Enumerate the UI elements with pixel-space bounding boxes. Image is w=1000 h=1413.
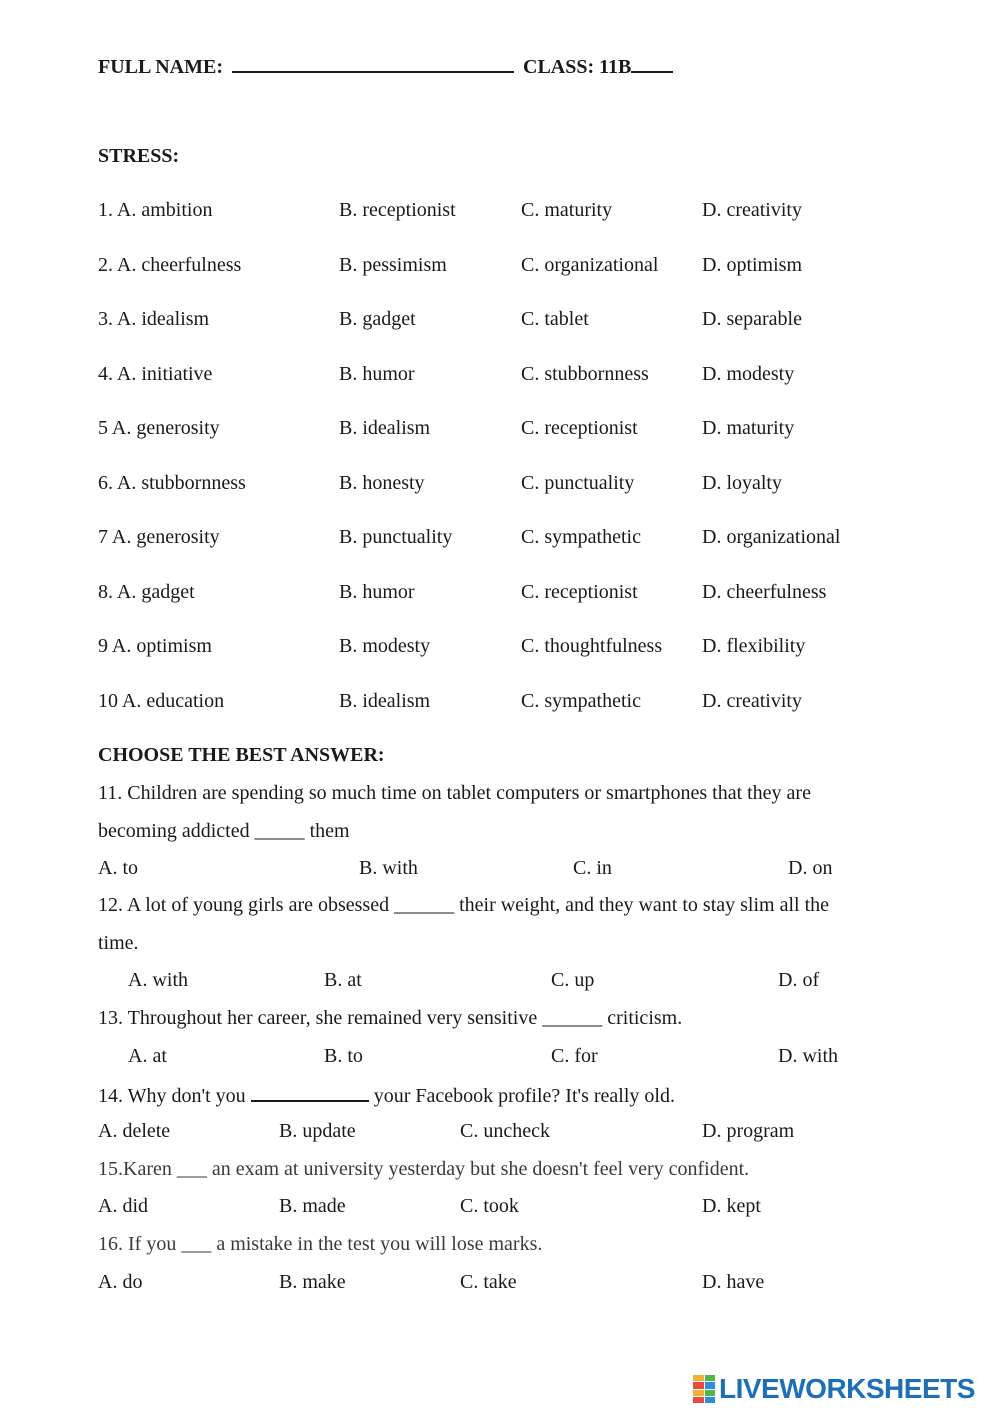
stress-q2-option-b[interactable]: B. pessimism [339, 254, 447, 276]
stress-q3-option-a[interactable]: 3. A. idealism [98, 308, 210, 330]
q11-option-b[interactable]: B. with [359, 857, 418, 879]
logo-tile [693, 1390, 704, 1396]
stress-q2-option-c[interactable]: C. organizational [521, 254, 659, 276]
q15-option-a[interactable]: A. did [98, 1195, 148, 1217]
q13-option-b[interactable]: B. to [324, 1045, 363, 1067]
class-text: CLASS: 11B [523, 56, 632, 78]
choose-title: CHOOSE THE BEST ANSWER: [98, 744, 385, 766]
stress-q9-option-a[interactable]: 9 A. optimism [98, 635, 212, 657]
stress-q1-option-a[interactable]: 1. A. ambition [98, 199, 213, 221]
logo-tile [705, 1382, 716, 1388]
stress-q6-option-d[interactable]: D. loyalty [702, 472, 782, 494]
logo-tile [705, 1375, 716, 1381]
stress-q9-option-d[interactable]: D. flexibility [702, 635, 806, 657]
stress-q8-option-a[interactable]: 8. A. gadget [98, 581, 195, 603]
q16-option-b[interactable]: B. make [279, 1271, 346, 1293]
liveworksheets-logo-text: LIVEWORKSHEETS [719, 1373, 975, 1404]
q14-option-c[interactable]: C. uncheck [460, 1120, 550, 1142]
logo-tile [705, 1397, 716, 1403]
stress-q8-option-c[interactable]: C. receptionist [521, 581, 638, 603]
stress-q3-option-c[interactable]: C. tablet [521, 308, 589, 330]
q12-option-c[interactable]: C. up [551, 969, 595, 991]
stress-q10-option-b[interactable]: B. idealism [339, 690, 431, 712]
stress-q10-option-c[interactable]: C. sympathetic [521, 690, 641, 712]
q13-option-a[interactable]: A. at [128, 1045, 167, 1067]
q14-text-after: your Facebook profile? It's really old. [368, 1085, 675, 1107]
q13-option-c[interactable]: C. for [551, 1045, 598, 1067]
stress-q4-option-d[interactable]: D. modesty [702, 363, 795, 385]
stress-q5-option-b[interactable]: B. idealism [339, 417, 431, 439]
stress-q4-option-b[interactable]: B. humor [339, 363, 415, 385]
q16-option-c[interactable]: C. take [460, 1271, 517, 1293]
full-name-text: FULL NAME: [98, 56, 223, 78]
stress-q2-option-d[interactable]: D. optimism [702, 254, 803, 276]
stress-q5-option-d[interactable]: D. maturity [702, 417, 795, 439]
stress-q9-option-b[interactable]: B. modesty [339, 635, 431, 657]
stress-q6-option-a[interactable]: 6. A. stubbornness [98, 472, 246, 494]
logo-tile [693, 1375, 704, 1381]
logo-tile [705, 1390, 716, 1396]
q11-line2: becoming addicted _____ them [98, 820, 350, 842]
stress-q8-option-d[interactable]: D. cheerfulness [702, 581, 827, 603]
stress-q9-option-c[interactable]: C. thoughtfulness [521, 635, 663, 657]
stress-q4-option-c[interactable]: C. stubbornness [521, 363, 649, 385]
stress-q10-option-a[interactable]: 10 A. education [98, 690, 225, 712]
q11-line1: 11. Children are spending so much time on tablet computers or smartphones that they are [98, 782, 811, 804]
q15-option-d[interactable]: D. kept [702, 1195, 761, 1217]
q12-option-a[interactable]: A. with [128, 969, 188, 991]
full-name-field[interactable] [232, 53, 514, 73]
q12-option-b[interactable]: B. at [324, 969, 362, 991]
q11-option-a[interactable]: A. to [98, 857, 138, 879]
q15-option-b[interactable]: B. made [279, 1195, 346, 1217]
q14-blank[interactable] [251, 1082, 369, 1102]
stress-q6-option-b[interactable]: B. honesty [339, 472, 425, 494]
stress-q1-option-c[interactable]: C. maturity [521, 199, 613, 221]
q16-option-d[interactable]: D. have [702, 1271, 765, 1293]
stress-q7-option-b[interactable]: B. punctuality [339, 526, 453, 548]
stress-q3-option-b[interactable]: B. gadget [339, 308, 416, 330]
q14-option-a[interactable]: A. delete [98, 1120, 171, 1142]
q12-line2: time. [98, 932, 139, 954]
q15-line1: 15.Karen ___ an exam at university yesterday but she doesn't feel very confident. [98, 1158, 750, 1180]
stress-q5-option-c[interactable]: C. receptionist [521, 417, 638, 439]
logo-tile [693, 1382, 704, 1388]
stress-q6-option-c[interactable]: C. punctuality [521, 472, 635, 494]
q12-line1: 12. A lot of young girls are obsessed ______ their weight, and they want to stay slim all the [98, 894, 830, 916]
stress-q1-option-b[interactable]: B. receptionist [339, 199, 456, 221]
q11-option-d[interactable]: D. on [788, 857, 833, 879]
q12-option-d[interactable]: D. of [778, 969, 820, 991]
q14-option-b[interactable]: B. update [279, 1120, 356, 1142]
stress-q7-option-c[interactable]: C. sympathetic [521, 526, 641, 548]
stress-q10-option-d[interactable]: D. creativity [702, 690, 802, 712]
stress-q7-option-d[interactable]: D. organizational [702, 526, 841, 548]
stress-q4-option-a[interactable]: 4. A. initiative [98, 363, 213, 385]
stress-q5-option-a[interactable]: 5 A. generosity [98, 417, 220, 439]
q16-line1: 16. If you ___ a mistake in the test you will lose marks. [98, 1233, 543, 1255]
stress-q7-option-a[interactable]: 7 A. generosity [98, 526, 220, 548]
q15-option-c[interactable]: C. took [460, 1195, 519, 1217]
q11-option-c[interactable]: C. in [573, 857, 612, 879]
class-field[interactable] [631, 53, 673, 73]
liveworksheets-logo [693, 1374, 975, 1404]
stress-q8-option-b[interactable]: B. humor [339, 581, 415, 603]
q16-option-a[interactable]: A. do [98, 1271, 143, 1293]
q14-option-d[interactable]: D. program [702, 1120, 795, 1142]
q13-option-d[interactable]: D. with [778, 1045, 838, 1067]
stress-q3-option-d[interactable]: D. separable [702, 308, 802, 330]
q14-text-before: 14. Why don't you [98, 1085, 251, 1107]
logo-tile [693, 1397, 704, 1403]
stress-title: STRESS: [98, 145, 180, 167]
liveworksheets-logo-icon [693, 1375, 715, 1403]
stress-q1-option-d[interactable]: D. creativity [702, 199, 802, 221]
q13-line1: 13. Throughout her career, she remained very sensitive ______ criticism. [98, 1007, 683, 1029]
full-name-label [98, 53, 673, 79]
stress-q2-option-a[interactable]: 2. A. cheerfulness [98, 254, 242, 276]
q14-line1 [98, 1082, 675, 1108]
